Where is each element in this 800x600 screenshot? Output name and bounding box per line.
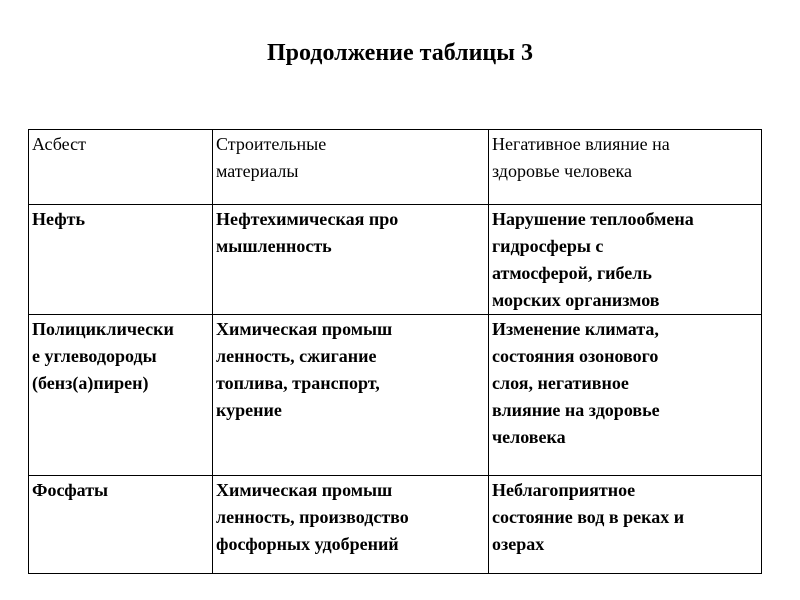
table-cell-effect xyxy=(489,315,762,476)
table-cell-source xyxy=(213,476,489,574)
table-cell-source xyxy=(213,130,489,205)
page-title: Продолжение таблицы 3 xyxy=(266,40,533,66)
table-cell-substance xyxy=(29,476,213,574)
table-cell-source xyxy=(213,315,489,476)
table-cell-substance xyxy=(29,130,213,205)
cell-text: Полициклически е углеводороды (бенз(а)пирен) xyxy=(32,319,174,393)
table-row xyxy=(29,130,762,205)
table-cell-effect xyxy=(489,205,762,315)
pollutants-table xyxy=(28,129,762,574)
table-cell-effect xyxy=(489,130,762,205)
table-row xyxy=(29,315,762,476)
table-cell-substance xyxy=(29,315,213,476)
cell-text: Нарушение теплообмена гидросферы с атмосферой, гибель морских организмов xyxy=(492,209,694,310)
table-row xyxy=(29,205,762,315)
cell-text: Строительные материалы xyxy=(216,134,327,181)
cell-text: Асбест xyxy=(32,134,86,154)
cell-text: Нефть xyxy=(32,209,86,229)
table-cell-substance xyxy=(29,205,213,315)
table-row xyxy=(29,476,762,574)
table-cell-effect xyxy=(489,476,762,574)
cell-text: Изменение климата, состояния озонового слоя, негативное влияние на здоровье человека xyxy=(492,319,660,447)
cell-text: Нефтехимическая про мышленность xyxy=(216,209,399,256)
cell-text: Неблагоприятное состояние вод в реках и озерах xyxy=(492,480,685,554)
cell-text: Фосфаты xyxy=(32,480,109,500)
cell-text: Химическая промыш ленность, сжигание топлива, транспорт, курение xyxy=(216,319,393,420)
cell-text: Химическая промыш ленность, производство фосфорных удобрений xyxy=(216,480,409,554)
table-cell-source xyxy=(213,205,489,315)
cell-text: Негативное влияние на здоровье человека xyxy=(492,134,670,181)
